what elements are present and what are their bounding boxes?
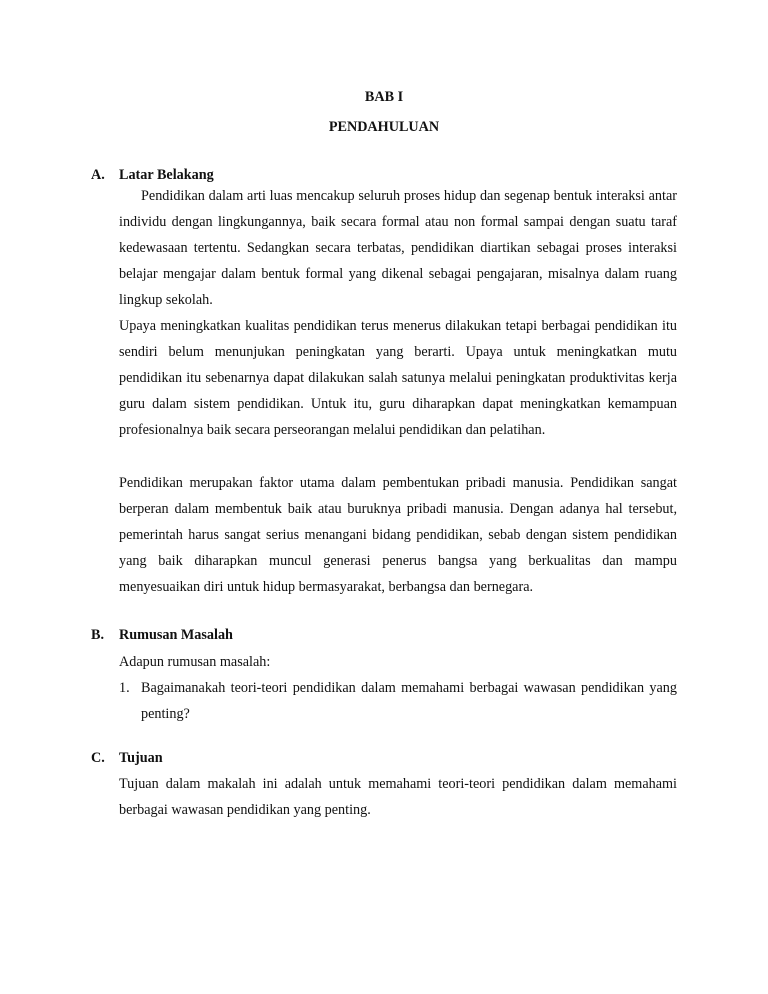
list-item: [119, 675, 677, 727]
section-b-heading: [0, 627, 768, 647]
paragraph: Pendidikan merupakan faktor utama dalam pembentukan pribadi manusia. Pendidikan sangat berperan dalam membentuk baik atau buruknya pribadi manusia. Dengan adanya hal tersebut, pemerintah harus sangat serius menangani bidang pendidikan, sebab dengan sistem pendidikan yang baik diharapkan muncul generasi penerus bangsa yang berkualitas dan mampu menyesuaikan diri untuk hidup bermasyarakat, berbangsa dan bernegara.: [119, 475, 677, 596]
section-letter: C.: [91, 750, 105, 766]
section-letter: B.: [91, 627, 105, 643]
chapter-number: BAB I: [364, 89, 404, 105]
section-c-heading: [0, 750, 768, 770]
chapter-title: PENDAHULUAN: [328, 119, 440, 135]
list-text: Bagaimanakah teori-teori pendidikan dalam memahami berbagai wawasan pendidikan yang penting?: [141, 680, 677, 723]
section-letter: A.: [91, 167, 105, 183]
section-title: Rumusan Masalah: [119, 627, 233, 643]
list-number: 1.: [119, 680, 130, 696]
paragraph: Pendidikan dalam arti luas mencakup seluruh proses hidup dan segenap bentuk interaksi antar individu dengan lingkungannya, baik secara formal atau non formal sampai dengan suatu taraf kedewasaan tertentu. Sedangkan secara terbatas, pendidikan diartikan sebagai proses interaksi belajar mengajar dalam bentuk formal yang dikenal sebagai pengajaran, misalnya dalam ruang lingkup sekolah.: [119, 188, 677, 309]
list-intro: Adapun rumusan masalah:: [119, 654, 271, 670]
section-title: Latar Belakang: [119, 167, 214, 183]
section-title: Tujuan: [119, 750, 163, 766]
paragraph: Tujuan dalam makalah ini adalah untuk memahami teori-teori pendidikan dalam memahami berbagai wawasan pendidikan yang penting.: [119, 776, 677, 819]
paragraph: Upaya meningkatkan kualitas pendidikan terus menerus dilakukan tetapi berbagai pendidikan itu sendiri belum menunjukan peningkatan yang berarti. Upaya untuk meningkatkan mutu pendidikan itu sebenarnya dapat dilakukan salah satunya melalui peningkatan produktivitas kerja guru dalam sistem pendidikan. Untuk itu, guru diharapkan dapat meningkatkan kemampuan profesionalnya baik secara perseorangan melalui pendidikan dan pelatihan.: [119, 318, 677, 439]
